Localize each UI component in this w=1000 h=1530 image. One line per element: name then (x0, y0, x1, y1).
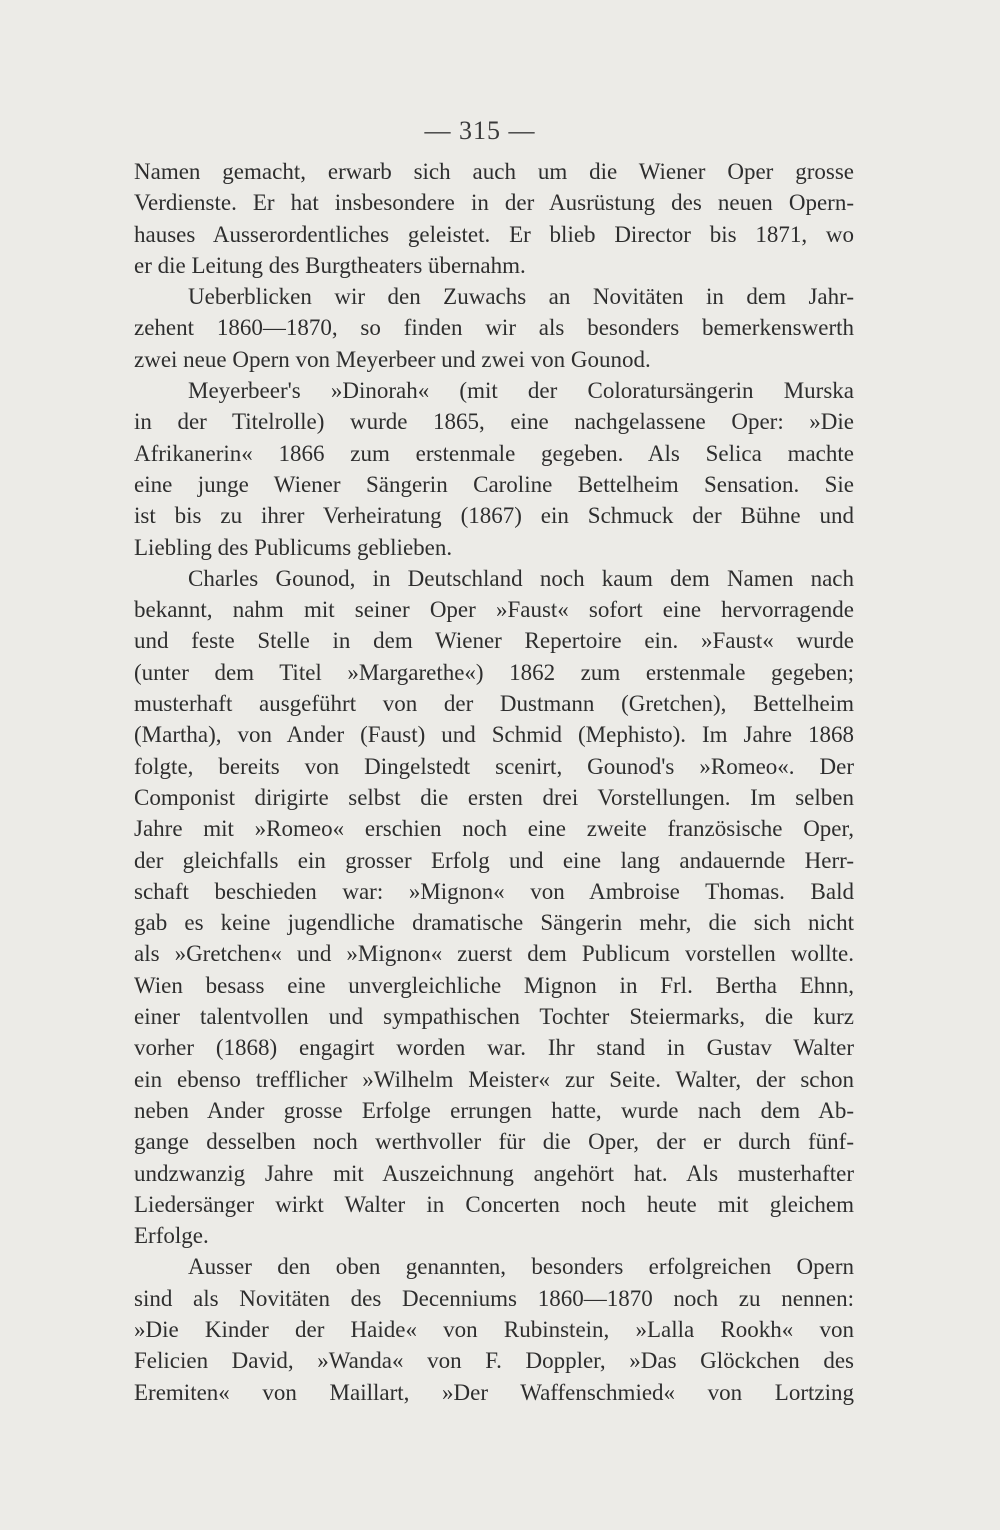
text-line: er die Leitung des Burgtheaters übernahm. (134, 252, 526, 278)
page-number: — 315 — (424, 116, 536, 145)
text-line: »Die Kinder der Haide« von Rubinstein, »Lalla Rookh« von (134, 1316, 854, 1342)
text-line: gab es keine jugendliche dramatische Sängerin mehr, die sich nicht (134, 910, 854, 936)
paragraph (134, 156, 854, 281)
text-line: ein ebenso trefflicher »Wilhelm Meister« zur Seite. Walter, der schon (134, 1066, 854, 1092)
text-line: Namen gemacht, erwarb sich auch um die Wiener Oper grosse (134, 159, 854, 184)
text-line: Meyerbeer's »Dinorah« (mit der Coloratursängerin Murska (188, 378, 854, 404)
body-text (134, 156, 854, 1408)
text-line: Afrikanerin« 1866 zum erstenmale gegeben. Als Selica machte (134, 440, 854, 466)
paragraph (134, 281, 854, 375)
text-line: vorher (1868) engagirt worden war. Ihr stand in Gustav Walter (134, 1035, 854, 1061)
text-line: einer talentvollen und sympathischen Tochter Steiermarks, die kurz (134, 1004, 854, 1030)
text-line: Eremiten« von Maillart, »Der Waffenschmied« von Lortzing (134, 1379, 854, 1405)
text-line: Verdienste. Er hat insbesondere in der Ausrüstung des neuen Opern- (134, 190, 854, 216)
text-line: Felicien David, »Wanda« von F. Doppler, »Das Glöckchen des (134, 1348, 854, 1374)
text-line: Wien besass eine unvergleichliche Mignon in Frl. Bertha Ehnn, (134, 972, 854, 998)
text-line: Charles Gounod, in Deutschland noch kaum dem Namen nach (188, 565, 854, 591)
text-line: undzwanzig Jahre mit Auszeichnung angehört hat. Als musterhafter (134, 1160, 854, 1186)
text-line: zwei neue Opern von Meyerbeer und zwei von Gounod. (134, 346, 651, 372)
text-line: musterhaft ausgeführt von der Dustmann (Gretchen), Bettelheim (134, 691, 854, 717)
text-line: Liebling des Publicums geblieben. (134, 534, 453, 560)
text-line: Jahre mit »Romeo« erschien noch eine zweite französische Oper, (134, 816, 854, 842)
text-line: als »Gretchen« und »Mignon« zuerst dem Publicum vorstellen wollte. (134, 941, 854, 967)
text-line: in der Titelrolle) wurde 1865, eine nachgelassene Oper: »Die (134, 409, 854, 435)
text-line: (unter dem Titel »Margarethe«) 1862 zum erstenmale gegeben; (134, 659, 854, 685)
text-line: Erfolge. (134, 1223, 209, 1249)
text-line: neben Ander grosse Erfolge errungen hatte, wurde nach dem Ab- (134, 1097, 854, 1123)
text-line: ist bis zu ihrer Verheiratung (1867) ein Schmuck der Bühne und (134, 503, 854, 529)
text-line: bekannt, nahm mit seiner Oper »Faust« sofort eine hervorragende (134, 597, 854, 623)
text-line: eine junge Wiener Sängerin Caroline Bettelheim Sensation. Sie (134, 471, 854, 497)
text-line: Liedersänger wirkt Walter in Concerten noch heute mit gleichem (134, 1191, 854, 1217)
text-line: Ueberblicken wir den Zuwachs an Novitäten in dem Jahr- (188, 284, 854, 310)
text-line: folgte, bereits von Dingelstedt scenirt, Gounod's »Romeo«. Der (134, 753, 854, 779)
text-line: hauses Ausserordentliches geleistet. Er blieb Director bis 1871, wo (134, 221, 854, 247)
text-line: sind als Novitäten des Decenniums 1860—1870 noch zu nennen: (134, 1285, 854, 1311)
text-line: und feste Stelle in dem Wiener Repertoire ein. »Faust« wurde (134, 628, 854, 654)
paragraph (134, 563, 854, 1252)
paragraph (134, 375, 854, 563)
text-line: Componist dirigirte selbst die ersten drei Vorstellungen. Im selben (134, 784, 854, 810)
text-line: zehent 1860—1870, so finden wir als besonders bemerkenswerth (134, 315, 854, 341)
text-line: gange desselben noch werthvoller für die Oper, der er durch fünf- (134, 1129, 854, 1155)
text-line: schaft beschieden war: »Mignon« von Ambroise Thomas. Bald (134, 878, 854, 904)
text-line: Ausser den oben genannten, besonders erfolgreichen Opern (188, 1254, 854, 1280)
text-line: (Martha), von Ander (Faust) und Schmid (Mephisto). Im Jahre 1868 (134, 722, 854, 748)
text-line: der gleichfalls ein grosser Erfolg und eine lang andauernde Herr- (134, 847, 854, 873)
paragraph (134, 1251, 854, 1407)
